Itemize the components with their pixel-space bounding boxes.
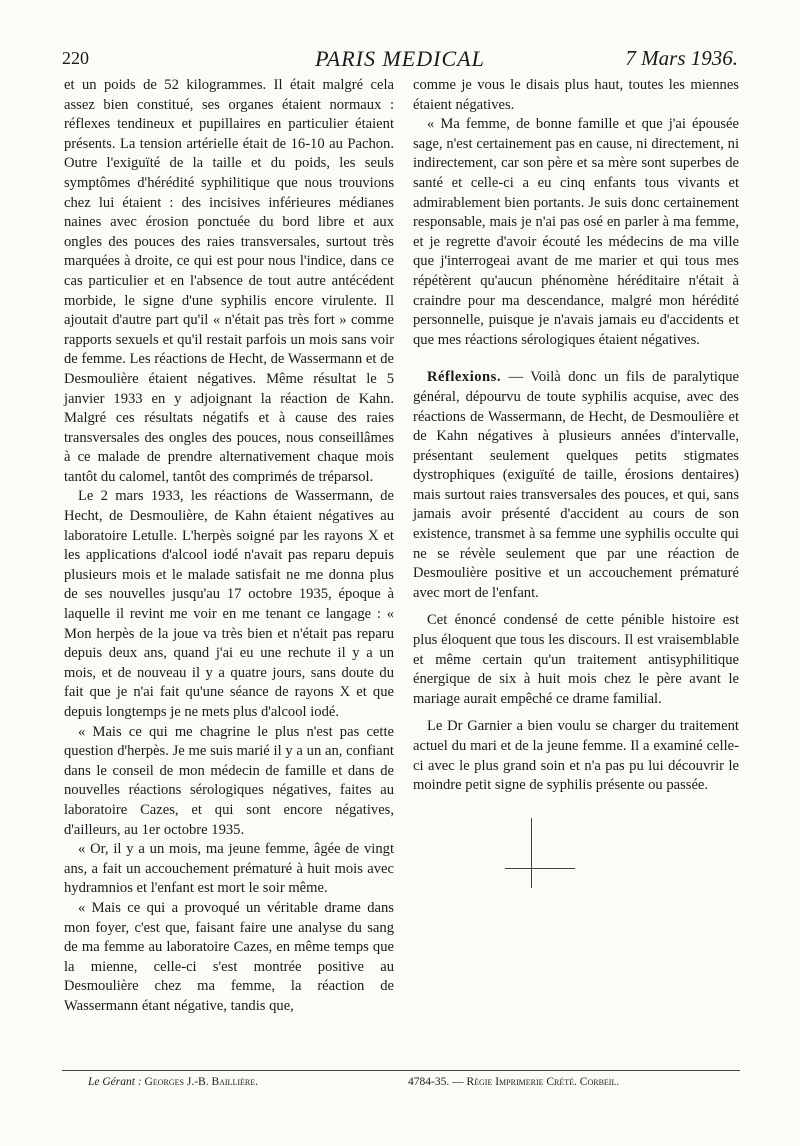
reflexions-text: — Voilà donc un fils de paralytique général, dépourvu de toute syphilis acquise, avec des réactions de Wassermann, de Hecht, de Desmoulière et de Kahn négatives à plusieurs années d'intervalle, présentant seulement quelques petits stigmates dystrophiques (exiguïté de taille, érosions dentaires) mais surtout raies transversales des pouces, et qui, sans jamais avoir présenté d'accident au cours de son existence, transmet à sa femme une syphilis occulte qui ne se révèle seulement que par une réaction de Desmoulière positive et un accouchement prématuré avec mort de l'enfant. <box>413 369 739 601</box>
journal-title: PARIS MEDICAL <box>315 46 485 71</box>
running-header <box>62 46 738 76</box>
paragraph: et un poids de 52 kilogrammes. Il était malgré cela assez bien constitué, ses organes étaient normaux : réflexes tendineux et pupillaires en particulier étaient présents. La tension artérielle était de 16-10 au Pachon. Outre l'exiguïté de la taille et du poids, les seuls symptômes d'hérédité syphilitique que nous trouvions chez lui étaient : des incisives inférieures médianes naines avec érosion ponctuée du bord libre et aux ongles des pouces des raies transversales, surtout très marquées à droite, ce qui est pour nous l'indice, dans ce cas particulier et en l'absence de tout autre antécédent morbide, le signe d'une syphilis encore virulente. Il ajoutait d'autre part qu'il « n'était pas très fort » comme rapports sexuels et qu'il restait parfois un mois sans voir de femme. Les réactions de Hecht, de Wassermann et de Desmoulière étaient négatives. Même résultat le 5 janvier 1933 en y adjoignant la réaction de Kahn. Malgré ces résultats négatifs et à cause des raies transversales des ongles des pouces, nous conseillâmes à ce malade de prendre alternativement chaque mois tantôt du calomel, tantôt des comprimés de tréparsol. <box>64 77 394 485</box>
left-column <box>64 76 394 1017</box>
issue-date: 7 Mars 1936. <box>625 46 738 70</box>
paragraph: « Or, il y a un mois, ma jeune femme, âgée de vingt ans, a fait un accouchement prématuré à huit mois avec hydramnios et l'enfant est mort le soir même. <box>64 841 394 897</box>
gerant-name: Georges J.-B. Baillière. <box>144 1076 258 1088</box>
gerant-label: Le Gérant : <box>88 1076 142 1088</box>
end-ornament-horizontal <box>505 868 575 869</box>
page-number: 220 <box>62 48 89 68</box>
paragraph: Le 2 mars 1933, les réactions de Wassermann, de Hecht, de Desmoulière, de Kahn étaient négatives au laboratoire Letulle. L'herpès soigné par les rayons X et les applications d'alcool iodé n'avait pas reparu depuis plusieurs mois et le malade satisfait ne me donna plus de ses nouvelles jusqu'au 17 octobre 1935, époque à laquelle il revint me voir en me tenant ce langage : « Mon herpès de la joue va très bien et n'était pas reparu depuis deux ans, quand j'ai eu une rechute il y a un mois, et de nouveau il y a quatre jours, sans doute du fait que je n'ai fait qu'une séance de rayons X et que depuis longtemps je ne mets plus d'alcool iodé. <box>64 488 394 720</box>
reflexions-heading: Réflexions. <box>427 369 502 386</box>
end-ornament-vertical <box>531 818 532 888</box>
gerant-credit <box>88 1076 258 1088</box>
paragraph: Cet énoncé condensé de cette pénible histoire est plus éloquent que tous les discours. Il est vraisemblable et même certain qu'un traitement antisyphilitique énergique de six à huit mois chez le père avant le mariage aurait empêché ce drame familial. <box>413 612 739 707</box>
printer-imprint: 4784-35. — Régie Imprimerie Crété. Corbeil. <box>408 1076 620 1088</box>
paragraph: « Mais ce qui me chagrine le plus n'est pas cette question d'herpès. Je me suis marié il y a un an, confiant dans le conseil de mon médecin de famille et dans de nouvelles réactions sérologiques négatives, faites au laboratoire Cazes, et qui sont encore négatives, d'ailleurs, au 1er octobre 1935. <box>64 723 394 838</box>
footer <box>62 1076 740 1094</box>
paragraph: comme je vous le disais plus haut, toutes les miennes étaient négatives. <box>413 77 739 113</box>
right-column <box>413 76 739 796</box>
footer-rule <box>62 1070 740 1071</box>
paragraph: Le Dr Garnier a bien voulu se charger du traitement actuel du mari et de la jeune femme. Il a examiné celle-ci avec le plus grand soin et n'a pas pu lui découvrir le moindre petit signe de syphilis présente ou passée. <box>413 718 739 794</box>
paragraph: « Mais ce qui a provoqué un véritable drame dans mon foyer, c'est que, faisant faire une analyse du sang de ma femme au laboratoire Cazes, en même temps que la mienne, celle-ci s'est montrée positive au Desmoulière chez ma femme, la réaction de Wassermann étant négative, tandis que, <box>64 899 394 1014</box>
paragraph: « Ma femme, de bonne famille et que j'ai épousée sage, n'est certainement pas en cause, ni directement, ni indirectement, car son père et sa mère sont superbes de santé et celle-ci a eu cinq enfants tous vivants et admirablement bien portants. Je suis donc certainement responsable, mais je n'ai pas osé en parler à ma femme, et je regrette d'avoir écouté les médecins de ma ville que j'interrogeai avant de me marier et qui tous mes répétèrent qu'aucun phénomène héréditaire n'était à craindre pour ma descendance, malgré mon hérédité personnelle, puisque je n'avais jamais eu d'accidents et que mes réactions sérologiques étaient négatives. <box>413 116 739 348</box>
reflexions-paragraph <box>413 368 739 603</box>
